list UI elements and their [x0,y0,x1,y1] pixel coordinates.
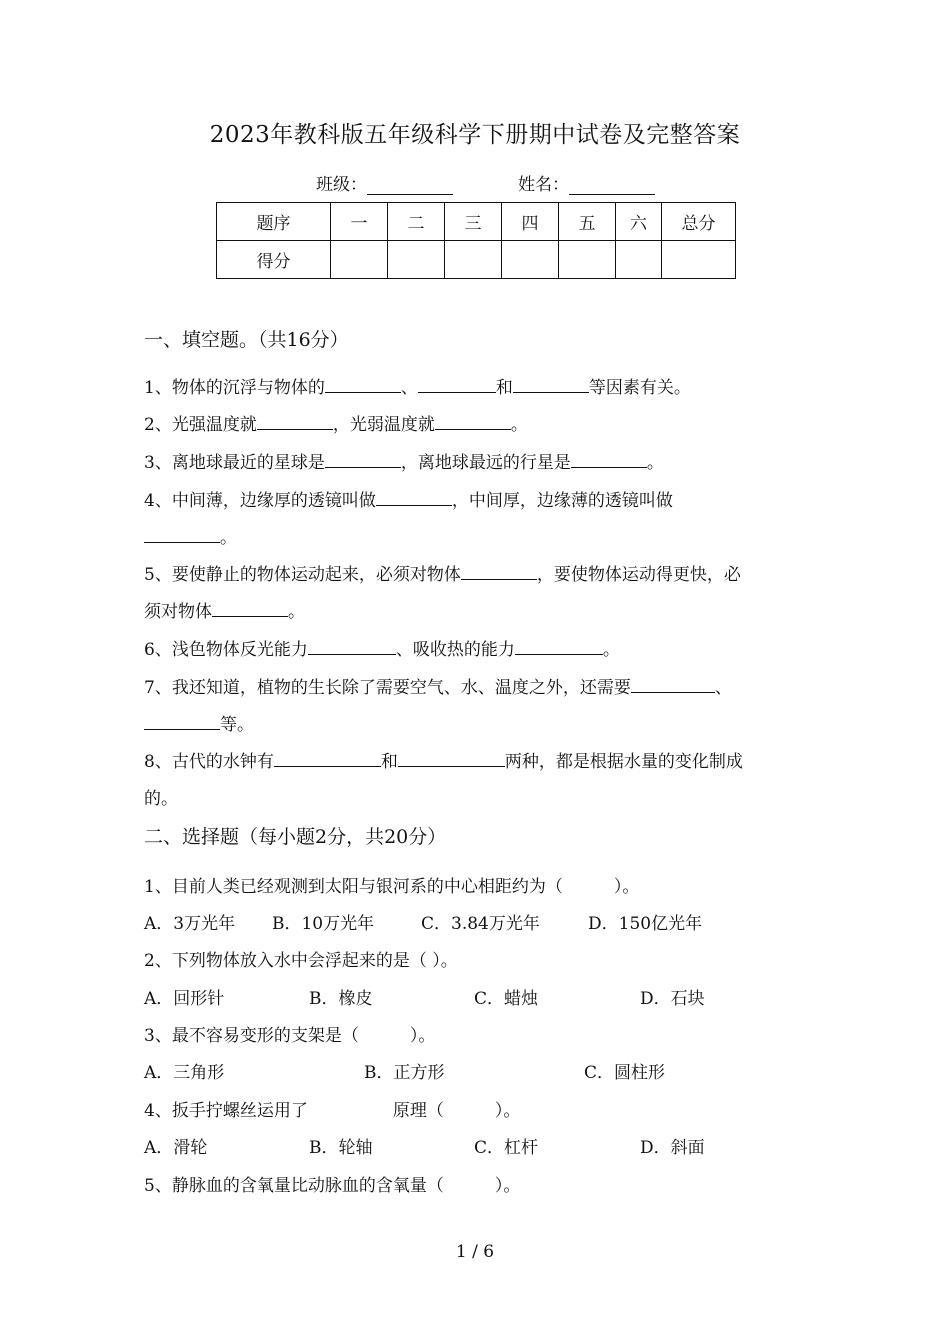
answer-blank[interactable] [325,452,401,468]
question-2-4: 4、扳手拧螺丝运用了 原理（ ）。 [144,1101,521,1121]
score-cell[interactable] [559,241,616,279]
header-cell: 四 [502,203,559,241]
score-table-header-row [217,203,736,241]
header-cell: 一 [331,203,388,241]
class-label: 班级： [316,175,367,195]
header-cell: 二 [388,203,445,241]
score-cell[interactable] [331,241,388,279]
option-b[interactable]: B．橡皮 [309,989,373,1009]
class-field [316,170,453,195]
answer-blank[interactable] [212,601,288,617]
option-a[interactable]: A．三角形 [144,1063,225,1083]
answer-blank[interactable] [144,714,220,730]
question-text: 6、浅色物体反光能力 [144,640,308,660]
question-text: 。 [646,453,664,473]
score-cell[interactable] [388,241,445,279]
page-number: 1 / 6 [455,1242,495,1262]
score-cell[interactable] [616,241,662,279]
header-cell: 六 [616,203,662,241]
question-text: 和 [380,752,398,772]
name-label: 姓名： [518,175,569,195]
question-1-5-cont [144,597,305,622]
name-blank[interactable] [569,176,655,195]
question-1-5 [144,560,741,585]
option-b[interactable]: B．10万光年 [272,914,375,934]
question-1-2 [144,410,528,435]
header-cell: 五 [559,203,616,241]
option-d[interactable]: D．石块 [640,989,705,1009]
question-1-4-cont [144,523,237,548]
question-2-3: 3、最不容易变形的支架是（ ）。 [144,1026,436,1046]
answer-blank[interactable] [515,639,603,655]
answer-blank[interactable] [461,564,537,580]
name-field [518,170,655,195]
option-a[interactable]: A．滑轮 [144,1138,208,1158]
question-text: 。 [510,415,528,435]
question-text: 等因素有关。 [588,378,691,398]
class-blank[interactable] [367,176,453,195]
question-1-7 [144,673,732,698]
question-text: 。 [602,640,620,660]
question-text: 两种，都是根据水量的变化制成 [504,752,743,772]
question-text: ，中间厚，边缘薄的透镜叫做 [451,491,673,511]
answer-blank[interactable] [376,490,452,506]
exam-title: 2023年教科版五年级科学下册期中试卷及完整答案 [209,122,741,148]
score-table [216,202,736,279]
score-cell[interactable] [445,241,502,279]
question-text: 7、我还知道，植物的生长除了需要空气、水、温度之外，还需要 [144,678,631,698]
option-d[interactable]: D．斜面 [640,1138,705,1158]
option-d[interactable]: D．150亿光年 [588,914,703,934]
question-text: 4、中间薄，边缘厚的透镜叫做 [144,491,376,511]
question-1-1 [144,373,691,398]
answer-blank[interactable] [257,414,333,430]
header-cell: 题序 [217,203,331,241]
question-text: ，要使物体运动得更快，必 [536,565,741,585]
option-a[interactable]: A．3万光年 [144,914,236,934]
header-cell: 总分 [662,203,736,241]
question-text: 的。 [144,789,178,809]
question-2-2: 2、下列物体放入水中会浮起来的是（ ）。 [144,951,458,971]
score-cell[interactable] [662,241,736,279]
option-a[interactable]: A．回形针 [144,989,225,1009]
question-text: ，光弱温度就 [332,415,435,435]
question-1-6 [144,635,620,660]
answer-blank[interactable] [308,639,396,655]
section-heading-multiple-choice: 二、选择题（每小题2分，共20分） [144,826,447,848]
score-row-label: 得分 [217,241,331,279]
question-1-8-cont [144,784,178,809]
option-c[interactable]: C．3.84万光年 [421,914,540,934]
question-text: 。 [288,602,305,622]
question-1-3 [144,448,664,473]
option-c[interactable]: C．杠杆 [474,1138,539,1158]
question-text: 。 [220,528,237,548]
option-c[interactable]: C．圆柱形 [584,1063,666,1083]
answer-blank[interactable] [274,751,381,767]
question-text: 、 [714,678,732,698]
question-2-5: 5、静脉血的含氧量比动脉血的含氧量（ ）。 [144,1176,521,1196]
answer-blank[interactable] [571,452,647,468]
option-c[interactable]: C．蜡烛 [474,989,539,1009]
answer-blank[interactable] [144,527,220,543]
answer-blank[interactable] [398,751,505,767]
question-text: 、 [400,378,418,398]
score-table-score-row [217,241,736,279]
question-text: 5、要使静止的物体运动起来，必须对物体 [144,565,461,585]
question-1-7-cont [144,710,254,735]
question-text: 、吸收热的能力 [395,640,515,660]
score-cell[interactable] [502,241,559,279]
question-text: ，离地球最远的行星是 [400,453,571,473]
question-text: 等。 [220,715,254,735]
header-cell: 三 [445,203,502,241]
answer-blank[interactable] [513,377,589,393]
option-b[interactable]: B．轮轴 [309,1138,373,1158]
question-text: 3、离地球最近的星球是 [144,453,325,473]
question-text: 和 [495,378,513,398]
answer-blank[interactable] [325,377,401,393]
question-text: 须对物体 [144,602,212,622]
option-b[interactable]: B．正方形 [364,1063,445,1083]
question-text: 8、古代的水钟有 [144,752,274,772]
question-1-4 [144,486,673,511]
answer-blank[interactable] [435,414,511,430]
question-text: 2、光强温度就 [144,415,257,435]
answer-blank[interactable] [418,377,496,393]
section-heading-fill-in: 一、填空题。（共16分） [144,329,349,351]
question-2-1: 1、目前人类已经观测到太阳与银河系的中心相距约为（ ）。 [144,877,640,897]
question-1-8 [144,747,743,772]
answer-blank[interactable] [631,677,715,693]
question-text: 1、物体的沉浮与物体的 [144,378,325,398]
